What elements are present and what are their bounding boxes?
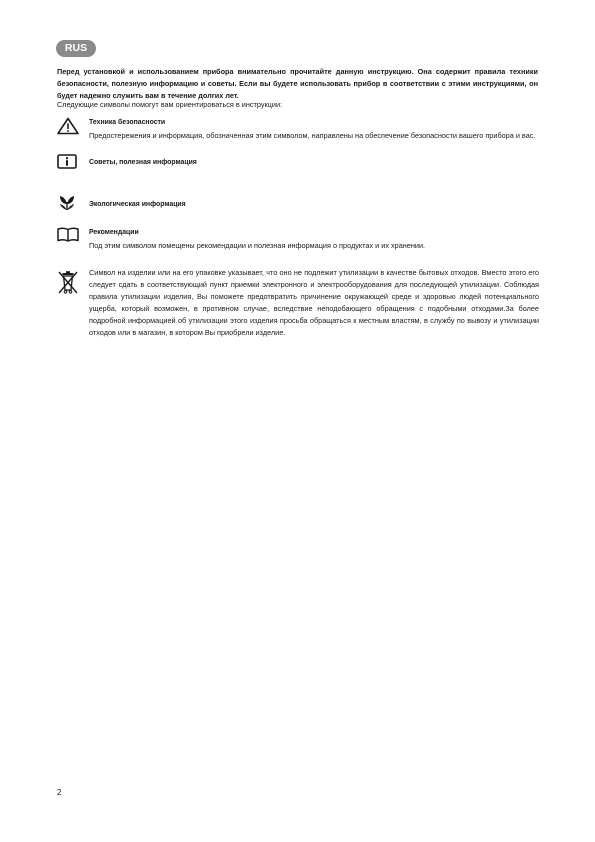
intro-paragraph: Перед установкой и использованием прибора внимательно прочитайте данную инструкцию. Она содержит правила техники безопасности, полезную информацию и советы. Если вы будете использовать прибор в соответствии с этими инструкциями, он будет надежно служить вам в течение долгих лет. (57, 67, 538, 101)
safety-title: Техника безопасности (89, 119, 166, 126)
disposal-section (89, 267, 539, 340)
recommendations-section (89, 227, 539, 252)
eco-flower-icon (57, 195, 77, 211)
book-icon (57, 227, 79, 242)
recommendations-title: Рекомендации (89, 229, 139, 236)
disposal-text: Символ на изделии или на его упаковке указывает, что оно не подлежит утилизации в качестве бытовых отходов. Вместо этого его следует сдать в соответствующий пункт приемки электронного и электрооборудования для последующей утилизации. Соблюдая правила утилизации изделия, Вы поможете предотвратить причинение окружающей среде и здоровью людей потенциального ущерба, который возможен, в противном случае, вследствие неподобающего обращения с подобными отходами.За более подробной информацией об утилизации этого изделия просьба обращаться к местным властям, в службу по вывозу и утилизации отходов или в магазин, в котором Вы приобрели изделие. (89, 268, 539, 338)
tips-section (89, 157, 539, 168)
language-badge: RUS (56, 40, 96, 57)
safety-section (89, 117, 539, 142)
crossed-bin-icon (57, 269, 79, 295)
page-number: 2 (57, 788, 62, 797)
recommendations-text: Под этим символом помещены рекомендации и полезная информация о продуктах и их хранении. (89, 241, 426, 250)
intro-subtitle: Следующие символы помогут вам ориентироваться в инструкции: (57, 100, 283, 109)
eco-section (89, 199, 539, 210)
warning-triangle-icon (57, 117, 79, 135)
tips-title: Советы, полезная информация (89, 159, 197, 166)
safety-text: Предостережения и информация, обозначенная этим символом, направлены на обеспечение безопасности вашего прибора и вас. (89, 131, 536, 140)
eco-title: Экологическая информация (89, 201, 186, 208)
info-icon (57, 154, 77, 169)
